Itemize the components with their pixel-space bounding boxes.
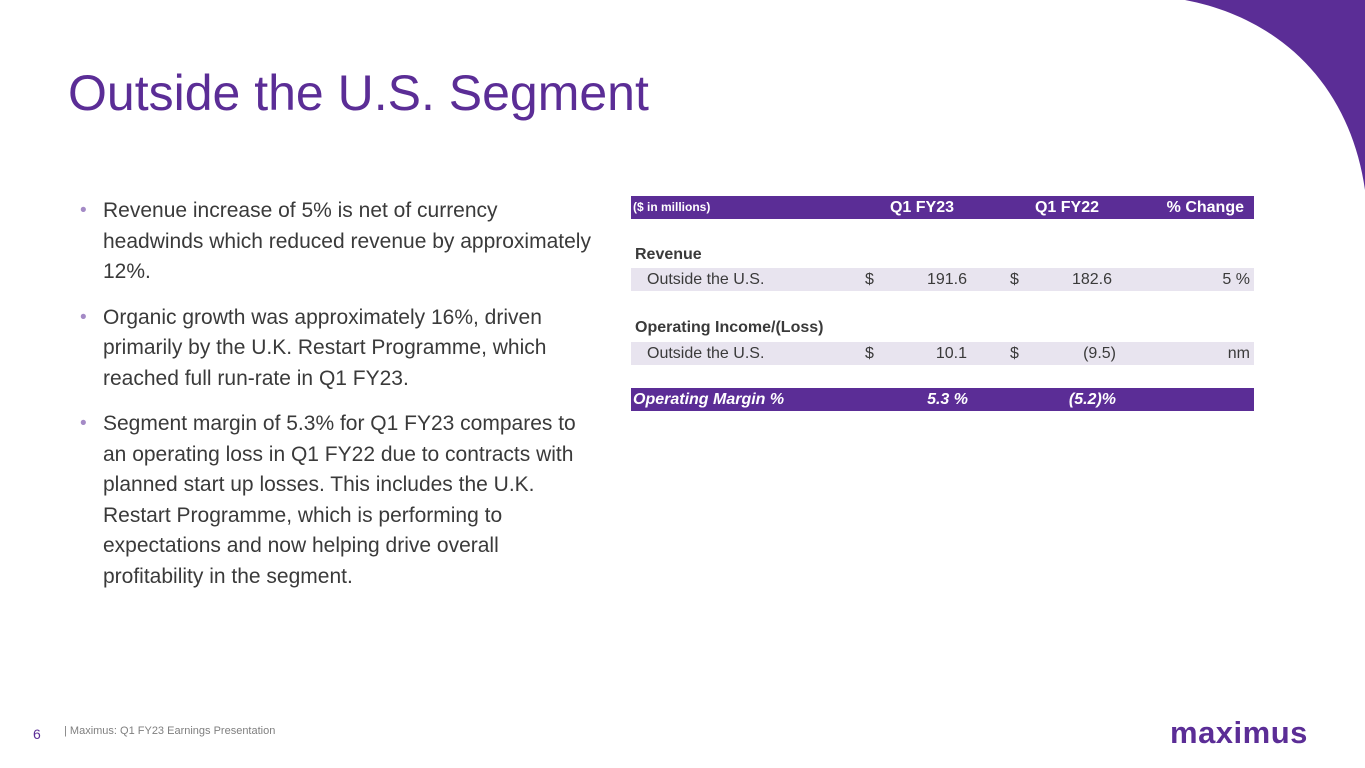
operating-margin-row [631,388,1254,411]
table-row [631,342,1254,365]
currency-symbol: $ [1010,271,1019,288]
bullet-icon: • [80,413,87,434]
row-label: Outside the U.S. [647,271,765,288]
col-header-q1fy23: Q1 FY23 [889,199,954,216]
currency-symbol: $ [865,271,874,288]
value-change: 5 % [1222,271,1250,288]
value-q1fy22: 182.6 [1071,271,1112,288]
currency-symbol: $ [865,345,874,362]
footer-text: | Maximus: Q1 FY23 Earnings Presentation [64,725,276,737]
bullet-list [80,196,600,607]
maximus-logo: maximus [1170,715,1308,750]
table-header [631,196,1254,219]
revenue-section-label: Revenue [635,246,702,263]
operating-income-section-label: Operating Income/(Loss) [635,319,824,336]
bullet-item: • Organic growth was approximately 16%, driven primarily by the U.K. Restart Programme, which reached full run-rate in Q1 FY23. [80,303,600,395]
slide-title: Outside the U.S. Segment [68,65,649,121]
value-q1fy23: 5.3 % [927,391,968,408]
bullet-item: • Revenue increase of 5% is net of currency headwinds which reduced revenue by approximately 12%. [80,196,600,288]
value-q1fy22: (5.2)% [1068,391,1116,408]
bullet-icon: • [80,306,87,328]
col-header-change: % Change [1166,199,1244,216]
value-q1fy22: (9.5) [1083,345,1116,362]
row-label: Operating Margin % [633,391,785,408]
value-q1fy23: 191.6 [926,271,967,288]
row-label: Outside the U.S. [647,345,765,362]
page-number: 6 [33,726,41,742]
value-change: nm [1227,345,1250,362]
units-label: ($ in millions) [633,200,711,214]
table-row [631,268,1254,291]
value-q1fy23: 10.1 [935,345,967,362]
currency-symbol: $ [1010,345,1019,362]
col-header-q1fy22: Q1 FY22 [1034,199,1099,216]
bullet-icon: • [80,200,87,221]
bullet-item: • Segment margin of 5.3% for Q1 FY23 compares to an operating loss in Q1 FY22 due to contracts with planned start up losses. This includes the U.K. Restart Programme, which is performing to expectations and now helping drive overall profitability in the segment. [80,409,600,592]
